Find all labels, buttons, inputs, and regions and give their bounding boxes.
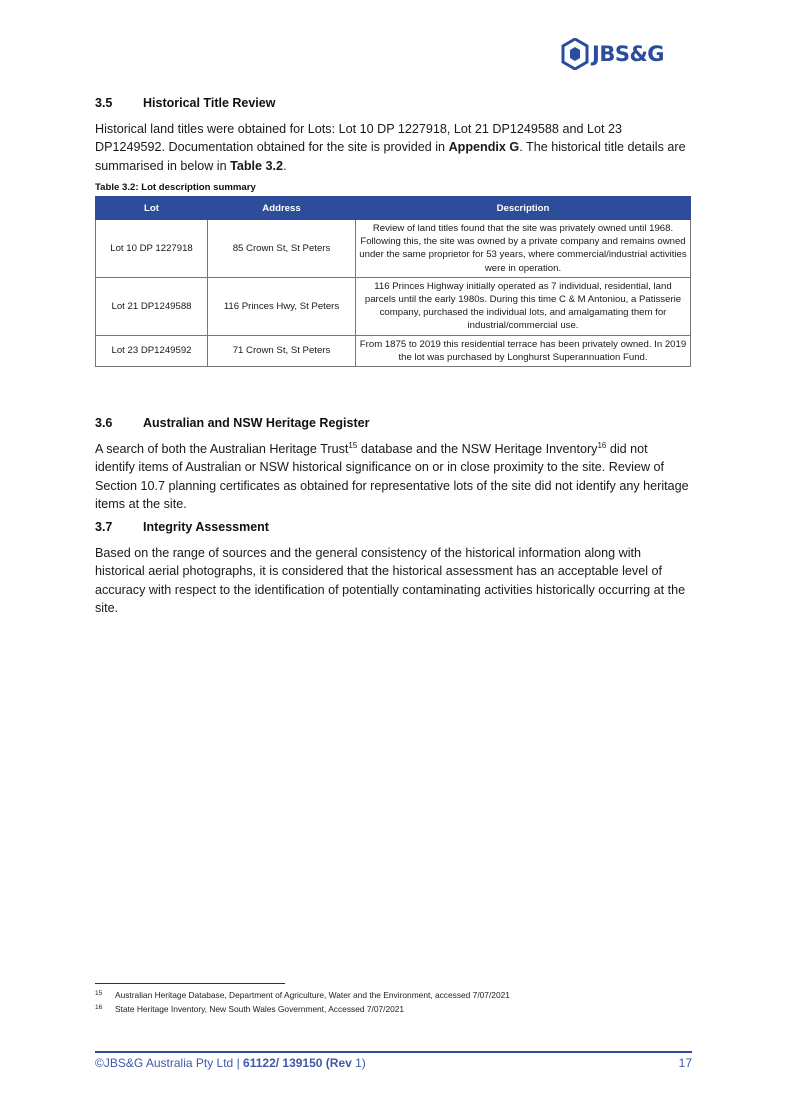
cell-description: Review of land titles found that the site was privately owned until 1968. Following this, the site was owned by a private company and remains owned under the same proprietor for 53 years, where commercial/industrial activities were in operation. — [356, 220, 691, 278]
cell-description: From 1875 to 2019 this residential terrace has been privately owned. In 2019 the lot was purchased by Longhurst Superannuation Fund. — [356, 335, 691, 366]
footnote-ref-16[interactable]: 16 — [597, 440, 607, 450]
table-row — [96, 277, 691, 335]
lot-table-container — [95, 196, 691, 367]
cell-lot: Lot 21 DP1249588 — [96, 277, 208, 335]
table-row — [96, 220, 691, 278]
section-heading-3-5 — [95, 96, 275, 110]
table-header-row — [96, 197, 691, 220]
section-3-7-paragraph: Based on the range of sources and the general consistency of the historical information along with historical aerial photographs, it is considered that the historical assessment has an acceptable level of accuracy with respect to the identification of potentially contaminating activities historically occurring at the site. — [95, 546, 686, 616]
footnote-16 — [95, 1004, 404, 1014]
section-3-6-paragraph: A search of both the Australian Heritage Trust$^{15}$ database and the NSW Heritage Inventory$^{16}$ did not identify items of Australian or NSW historical significance on or in close proximity to the site. Review of Section 10.7 planning certificates as obtained for representative lots of the site did not identify any heritage items at the site. — [95, 440, 689, 512]
footnote-number: 16 — [95, 1004, 103, 1011]
table-caption: Table 3.2: Lot description summary — [95, 182, 256, 193]
footer-reference: ©JBS&G Australia Pty Ltd | 61122/ 139150 (Rev 1) — [95, 1056, 366, 1070]
cell-lot: Lot 10 DP 1227918 — [96, 220, 208, 278]
section-number: 3.7 — [95, 520, 113, 534]
table-reference: Table 3.2 — [230, 158, 284, 173]
section-title: Integrity Assessment — [143, 520, 269, 534]
logo-text: JBS&G — [592, 42, 664, 66]
footnote-15 — [95, 990, 510, 1000]
page-number: 17 — [678, 1056, 692, 1070]
lot-description-table — [95, 196, 691, 367]
page-footer — [95, 1056, 692, 1070]
section-number: 3.6 — [95, 416, 113, 430]
cell-description: 116 Princes Highway initially operated as 7 individual, residential, land parcels until the early 1980s. During this time C & M Antoniou, a Patisserie company, purchased the individual lots, and amalgamating them for industrial/commercial use. — [356, 277, 691, 335]
company-logo — [560, 36, 695, 72]
cell-address: 85 Crown St, St Peters — [208, 220, 356, 278]
section-title: Australian and NSW Heritage Register — [143, 416, 370, 430]
column-header-address: Address — [208, 197, 356, 220]
footnote-ref-15[interactable]: 15 — [348, 440, 358, 450]
footnote-divider — [95, 983, 285, 984]
footnote-text: State Heritage Inventory, New South Wales Government, Accessed 7/07/2021 — [115, 1004, 405, 1014]
appendix-reference: Appendix G — [448, 140, 520, 155]
footnote-number: 15 — [95, 990, 103, 997]
cell-address: 116 Princes Hwy, St Peters — [208, 277, 356, 335]
column-header-lot: Lot — [96, 197, 208, 220]
section-title: Historical Title Review — [143, 96, 276, 110]
section-number: 3.5 — [95, 96, 113, 110]
jbsg-logo-icon — [560, 38, 590, 70]
section-heading-3-7 — [95, 520, 269, 534]
column-header-description: Description — [356, 197, 691, 220]
footnote-text: Australian Heritage Database, Department of Agriculture, Water and the Environment, accessed 7/07/2021 — [115, 990, 510, 1000]
footer-divider — [95, 1051, 692, 1053]
cell-address: 71 Crown St, St Peters — [208, 335, 356, 366]
section-3-5-paragraph: Historical land titles were obtained for Lots: Lot 10 DP 1227918, Lot 21 DP1249588 and Lot 23 DP1249592. Documentation obtained for the site is provided in Appendix G. The historical title details are summarised in below in Table 3.2. — [95, 122, 686, 173]
table-row — [96, 335, 691, 366]
cell-lot: Lot 23 DP1249592 — [96, 335, 208, 366]
section-heading-3-6 — [95, 416, 369, 430]
